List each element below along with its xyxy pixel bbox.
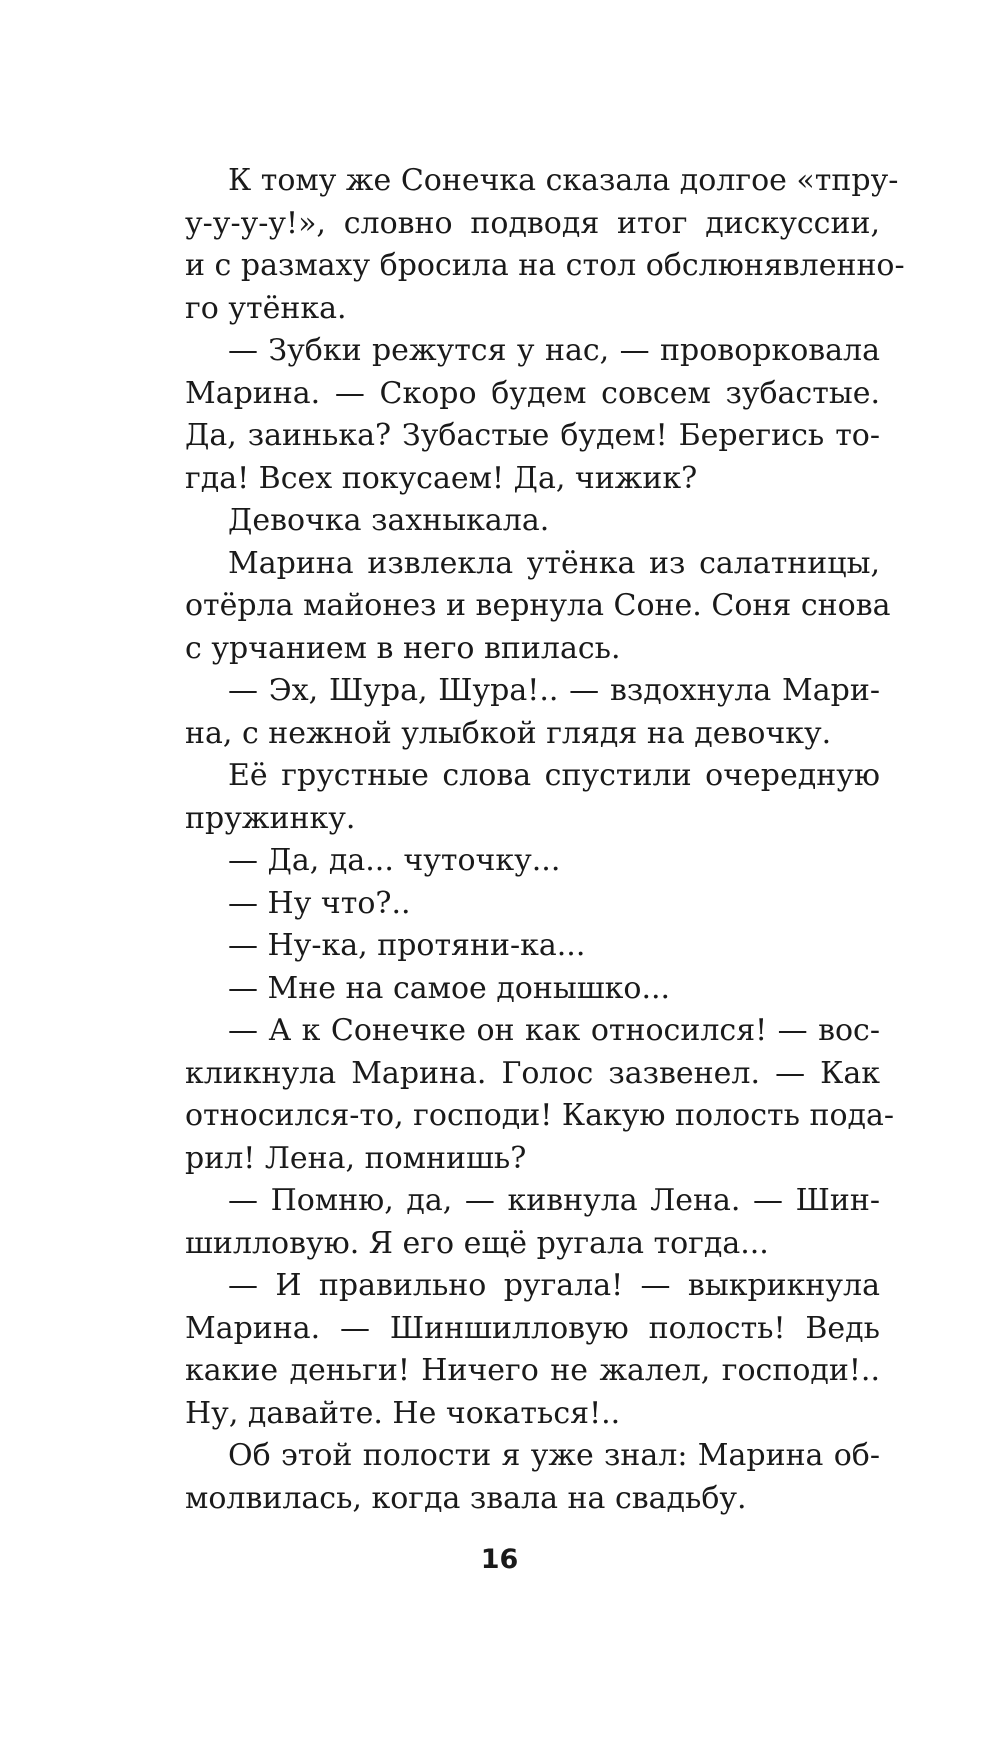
text-line: на, с нежной улыбкой глядя на девочку. xyxy=(185,715,832,751)
text-line: относился-то, господи! Какую полость пода- xyxy=(185,1098,895,1133)
text-line: — Да, да... чуточку... xyxy=(228,843,561,878)
text-line: Марина. — Скоро будем совсем зубастые. xyxy=(185,375,880,411)
text-line: кликнула Марина. Голос зазвенел. — Как xyxy=(185,1055,880,1091)
text-line: Да, заинька? Зубастые будем! Берегись то- xyxy=(185,418,880,453)
text-line: — Мне на самое донышко... xyxy=(228,970,671,1006)
text-line: пружинку. xyxy=(185,800,356,836)
text-line: молвилась, когда звала на свадьбу. xyxy=(185,1480,747,1516)
text-line: рил! Лена, помнишь? xyxy=(185,1140,527,1176)
text-line: гда! Всех покусаем! Да, чижик? xyxy=(185,460,698,496)
text-line: — Эх, Шура, Шура!.. — вздохнула Мари- xyxy=(228,673,880,708)
body-text xyxy=(185,160,905,1520)
text-line: Марина. — Шиншилловую полость! Ведь xyxy=(185,1310,880,1346)
text-line: — Ну что?.. xyxy=(228,885,411,921)
page-number: 16 xyxy=(480,1544,519,1575)
text-line: отёрла майонез и вернула Соне. Соня снова xyxy=(185,588,891,623)
text-line: с урчанием в него впилась. xyxy=(185,630,621,666)
text-line: — А к Сонечке он как относился! — вос- xyxy=(228,1013,880,1048)
text-line: у-у-у-у!», словно подводя итог дискуссии, xyxy=(185,205,880,241)
text-line: — И правильно ругала! — выкрикнула xyxy=(228,1268,880,1303)
text-line: К тому же Сонечка сказала долгое «тпру- xyxy=(228,163,899,198)
text-line: какие деньги! Ничего не жалел, господи!.. xyxy=(185,1353,880,1388)
text-line: Марина извлекла утёнка из салатницы, xyxy=(228,545,880,581)
text-line: Девочка захныкала. xyxy=(228,503,550,538)
text-line: го утёнка. xyxy=(185,290,347,326)
text-line: шилловую. Я его ещё ругала тогда... xyxy=(185,1225,769,1261)
text-line: Об этой полости я уже знал: Марина об- xyxy=(228,1438,880,1473)
text-line: Ну, давайте. Не чокаться!.. xyxy=(185,1395,621,1431)
text-line: — Помню, да, — кивнула Лена. — Шин- xyxy=(228,1183,880,1218)
text-line: Её грустные слова спустили очередную xyxy=(228,758,880,793)
text-line: — Ну-ка, протяни-ка... xyxy=(228,928,586,963)
text-line: — Зубки режутся у нас, — проворковала xyxy=(228,333,880,368)
text-line: и с размаху бросила на стол обслюнявленно- xyxy=(185,248,905,283)
